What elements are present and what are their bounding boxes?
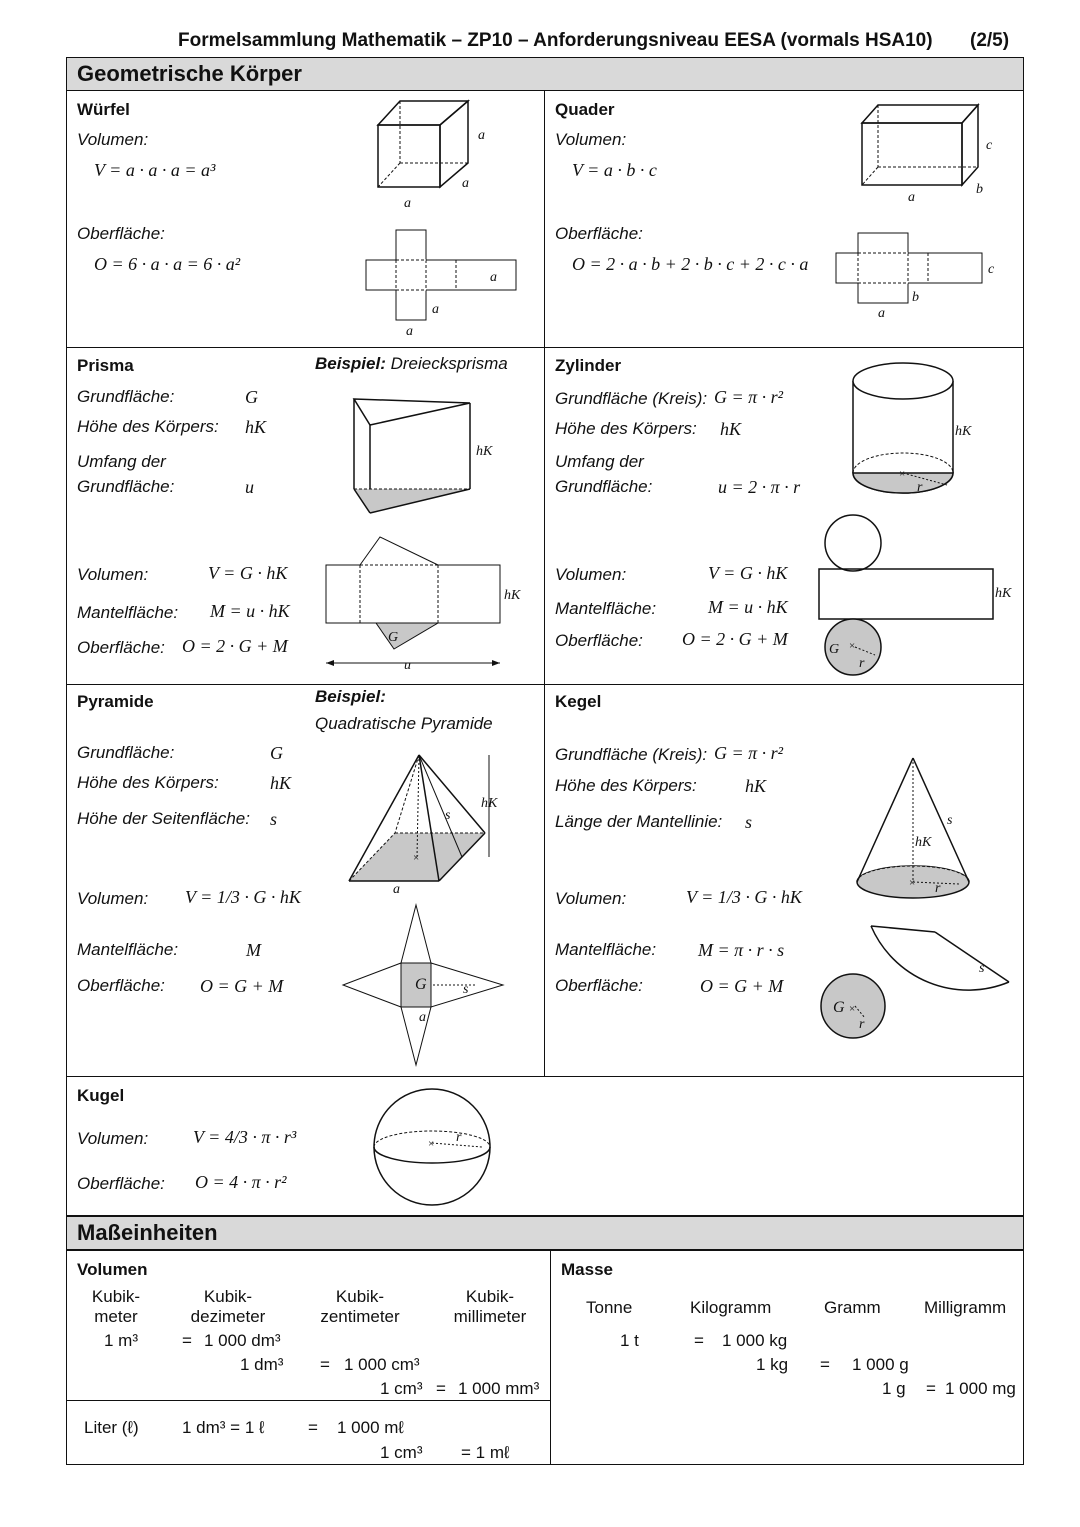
quader-oberflaeche-label: Oberfläche: <box>555 224 643 243</box>
pyramide-seite-sym: s <box>270 809 278 829</box>
svg-text:a: a <box>404 196 411 211</box>
wuerfel-a-label: a <box>478 128 485 143</box>
quader-oberflaeche-formula: O = 2 · a · b + 2 · b · c + 2 · c · a <box>572 254 809 274</box>
zylinder-diagram <box>815 355 1020 680</box>
svg-text:r: r <box>935 881 941 896</box>
pyramide-mantel-label: Mantelfläche: <box>77 940 179 959</box>
column-divider <box>544 90 545 1076</box>
wuerfel-diagram <box>370 95 510 339</box>
svg-text:c: c <box>986 138 993 153</box>
mass-row2-right: 1 000 g <box>852 1355 909 1374</box>
svg-text:hK: hK <box>476 444 493 459</box>
prisma-oberflaeche-formula: O = 2 · G + M <box>182 636 288 656</box>
prisma-beispiel: Beispiel: Dreiecksprisma <box>315 354 508 373</box>
kegel-mantellinie-sym: s <box>745 812 753 832</box>
svg-text:a: a <box>393 882 400 897</box>
svg-text:G: G <box>833 999 845 1016</box>
col-kubikzentimeter: Kubik- zentimeter <box>320 1287 400 1326</box>
svg-text:c: c <box>988 262 995 277</box>
zylinder-volumen-formula: V = G · hK <box>708 563 788 583</box>
svg-text:r: r <box>859 656 865 671</box>
zylinder-title: Zylinder <box>555 356 622 375</box>
row-divider <box>66 347 1024 348</box>
svg-text:hK: hK <box>955 424 972 439</box>
mass-row3-right: 1 000 mg <box>945 1379 1016 1398</box>
liter-row2-right: = 1 mℓ <box>461 1443 510 1462</box>
prisma-umfang-sym: u <box>245 477 254 497</box>
mass-row2-left: 1 kg <box>756 1355 789 1374</box>
mass-row1-left: 1 t <box>620 1331 639 1350</box>
quader-volumen-formula: V = a · b · c <box>572 160 657 180</box>
quader-volumen-label: Volumen: <box>555 130 627 149</box>
svg-text:×: × <box>849 640 856 652</box>
vol-row1-eq: = <box>182 1331 192 1350</box>
svg-text:r: r <box>917 480 923 495</box>
pyramide-oberflaeche-label: Oberfläche: <box>77 976 165 995</box>
row-divider <box>66 1400 551 1401</box>
kegel-mantellinie-label: Länge der Mantellinie: <box>555 812 723 831</box>
zylinder-grundflaeche-formula: G = π · r² <box>714 387 784 407</box>
col-kubikdezimeter: Kubik- dezimeter <box>190 1287 266 1326</box>
masse-units-title: Masse <box>561 1260 613 1279</box>
vol-row2-eq: = <box>320 1355 330 1374</box>
prisma-title: Prisma <box>77 356 134 375</box>
mass-row3-left: 1 g <box>882 1379 906 1398</box>
liter-row2-left: 1 cm³ <box>380 1443 423 1462</box>
pyramide-hoehe-label: Höhe des Körpers: <box>77 773 219 792</box>
vol-row3-left: 1 cm³ <box>380 1379 423 1398</box>
liter-row1-right: 1 000 mℓ <box>337 1418 404 1437</box>
kegel-grundflaeche-label: Grundfläche (Kreis): <box>555 745 708 764</box>
zylinder-grundflaeche-label: Grundfläche (Kreis): <box>555 389 708 408</box>
pyramide-mantel-sym: M <box>246 940 261 960</box>
svg-text:×: × <box>849 1003 856 1015</box>
document-title: Formelsammlung Mathematik – ZP10 – Anforderungsniveau EESA (vormals HSA10) <box>178 30 933 51</box>
prisma-volumen-formula: V = G · hK <box>208 563 288 583</box>
kegel-volumen-formula: V = 1/3 · G · hK <box>686 887 802 907</box>
zylinder-hoehe-sym: hK <box>720 419 742 439</box>
liter-row1-left: 1 dm³ = 1 ℓ <box>182 1418 265 1437</box>
quader-diagram <box>830 95 1010 325</box>
svg-text:a: a <box>462 176 469 191</box>
vol-row1-left: 1 m³ <box>104 1331 138 1350</box>
svg-text:G: G <box>388 630 399 645</box>
page-number: (2/5) <box>970 30 1010 51</box>
svg-text:×: × <box>413 852 420 864</box>
svg-text:s: s <box>445 808 451 823</box>
mass-row2-eq: = <box>820 1355 830 1374</box>
vol-row3-right: 1 000 mm³ <box>458 1379 540 1398</box>
kegel-oberflaeche-label: Oberfläche: <box>555 976 643 995</box>
svg-text:b: b <box>912 290 919 305</box>
svg-text:b: b <box>976 182 983 197</box>
mass-row1-eq: = <box>694 1331 704 1350</box>
svg-text:a: a <box>406 324 413 339</box>
prisma-umfang-label: Umfang der <box>77 452 166 471</box>
svg-text:a: a <box>908 190 915 205</box>
liter-label: Liter (ℓ) <box>84 1418 139 1437</box>
kugel-diagram <box>370 1085 500 1210</box>
kegel-grundflaeche-formula: G = π · r² <box>714 743 784 763</box>
svg-text:a: a <box>432 302 439 317</box>
pyramide-diagram <box>335 745 535 1075</box>
svg-text:s: s <box>947 813 953 828</box>
wuerfel-oberflaeche-label: Oberfläche: <box>77 224 165 243</box>
pyramide-hoehe-sym: hK <box>270 773 292 793</box>
prisma-umfang-label-2: Grundfläche: <box>77 477 175 496</box>
kegel-oberflaeche-formula: O = G + M <box>700 976 784 996</box>
prisma-hoehe-label: Höhe des Körpers: <box>77 417 219 436</box>
kugel-oberflaeche-label: Oberfläche: <box>77 1174 165 1193</box>
wuerfel-volumen-label: Volumen: <box>77 130 149 149</box>
zylinder-umfang-label-2: Grundfläche: <box>555 477 653 496</box>
svg-text:a: a <box>878 306 885 321</box>
section-header-koerper <box>66 57 1024 91</box>
svg-text:a: a <box>419 1010 426 1025</box>
prisma-oberflaeche-label: Oberfläche: <box>77 638 165 657</box>
quader-title: Quader <box>555 100 615 119</box>
svg-text:u: u <box>404 658 411 673</box>
zylinder-volumen-label: Volumen: <box>555 565 627 584</box>
kugel-oberflaeche-formula: O = 4 · π · r² <box>195 1172 287 1192</box>
svg-text:hK: hK <box>481 796 498 811</box>
volumen-units-title: Volumen <box>77 1260 148 1279</box>
zylinder-umfang-formula: u = 2 · π · r <box>718 477 801 497</box>
zylinder-umfang-label: Umfang der <box>555 452 644 471</box>
kegel-title: Kegel <box>555 692 602 711</box>
pyramide-title: Pyramide <box>77 692 154 711</box>
kugel-volumen-formula: V = 4/3 · π · r³ <box>193 1127 297 1147</box>
svg-text:s: s <box>463 982 469 997</box>
prisma-grundflaeche-label: Grundfläche: <box>77 387 175 406</box>
svg-text:s: s <box>979 961 985 976</box>
prisma-mantel-formula: M = u · hK <box>210 601 290 621</box>
col-tonne: Tonne <box>586 1298 633 1317</box>
section-header-einheiten <box>66 1216 1024 1250</box>
svg-text:G: G <box>829 642 840 657</box>
pyramide-grundflaeche-sym: G <box>270 743 283 763</box>
vol-row2-right: 1 000 cm³ <box>344 1355 420 1374</box>
pyramide-oberflaeche-formula: O = G + M <box>200 976 284 996</box>
row-divider <box>66 684 1024 685</box>
col-kubikmeter: Kubik- meter <box>91 1287 141 1326</box>
pyramide-grundflaeche-label: Grundfläche: <box>77 743 175 762</box>
kugel-volumen-label: Volumen: <box>77 1129 149 1148</box>
svg-text:hK: hK <box>504 588 521 603</box>
prisma-hoehe-sym: hK <box>245 417 267 437</box>
kegel-diagram <box>815 750 1020 1050</box>
pyramide-volumen-label: Volumen: <box>77 889 149 908</box>
row-divider <box>66 1076 1024 1077</box>
wuerfel-volumen-formula: V = a · a · a = a³ <box>94 160 216 180</box>
liter-row1-eq: = <box>308 1418 318 1437</box>
col-gramm: Gramm <box>824 1298 881 1317</box>
pyramide-beispiel: Quadratische Pyramide <box>315 714 493 733</box>
col-kilogramm: Kilogramm <box>690 1298 772 1317</box>
zylinder-mantel-formula: M = u · hK <box>708 597 788 617</box>
prisma-volumen-label: Volumen: <box>77 565 149 584</box>
kegel-hoehe-label: Höhe des Körpers: <box>555 776 697 795</box>
prisma-mantel-label: Mantelfläche: <box>77 603 179 622</box>
vol-row1-right: 1 000 dm³ <box>204 1331 281 1350</box>
kegel-volumen-label: Volumen: <box>555 889 627 908</box>
pyramide-beispiel-label: Beispiel: <box>315 687 386 706</box>
zylinder-oberflaeche-label: Oberfläche: <box>555 631 643 650</box>
mass-row1-right: 1 000 kg <box>722 1331 788 1350</box>
kegel-mantel-formula: M = π · r · s <box>698 940 785 960</box>
svg-text:hK: hK <box>915 835 932 850</box>
vol-row3-eq: = <box>436 1379 446 1398</box>
col-kubikmillimeter: Kubik- millimeter <box>453 1287 527 1326</box>
zylinder-oberflaeche-formula: O = 2 · G + M <box>682 629 788 649</box>
svg-text:×: × <box>428 1138 435 1150</box>
pyramide-seite-label: Höhe der Seitenfläche: <box>77 809 250 828</box>
svg-text:G: G <box>415 976 427 993</box>
kugel-title: Kugel <box>77 1086 125 1105</box>
zylinder-mantel-label: Mantelfläche: <box>555 599 657 618</box>
prisma-grundflaeche-sym: G <box>245 387 258 407</box>
wuerfel-title: Würfel <box>77 100 130 119</box>
wuerfel-oberflaeche-formula: O = 6 · a · a = 6 · a² <box>94 254 241 274</box>
zylinder-hoehe-label: Höhe des Körpers: <box>555 419 697 438</box>
column-divider <box>550 1250 551 1465</box>
kegel-mantel-label: Mantelfläche: <box>555 940 657 959</box>
mass-row3-eq: = <box>926 1379 936 1398</box>
svg-text:r: r <box>859 1017 865 1032</box>
svg-text:r: r <box>456 1130 462 1145</box>
prisma-diagram <box>320 385 530 675</box>
kegel-hoehe-sym: hK <box>745 776 767 796</box>
svg-text:×: × <box>909 877 916 889</box>
pyramide-volumen-formula: V = 1/3 · G · hK <box>185 887 301 907</box>
svg-text:a: a <box>490 270 497 285</box>
section-title: Maßeinheiten <box>77 1220 218 1245</box>
svg-text:hK: hK <box>995 586 1012 601</box>
section-title: Geometrische Körper <box>77 61 302 86</box>
col-milligramm: Milligramm <box>924 1298 1007 1317</box>
svg-text:×: × <box>899 468 906 480</box>
vol-row2-left: 1 dm³ <box>240 1355 284 1374</box>
